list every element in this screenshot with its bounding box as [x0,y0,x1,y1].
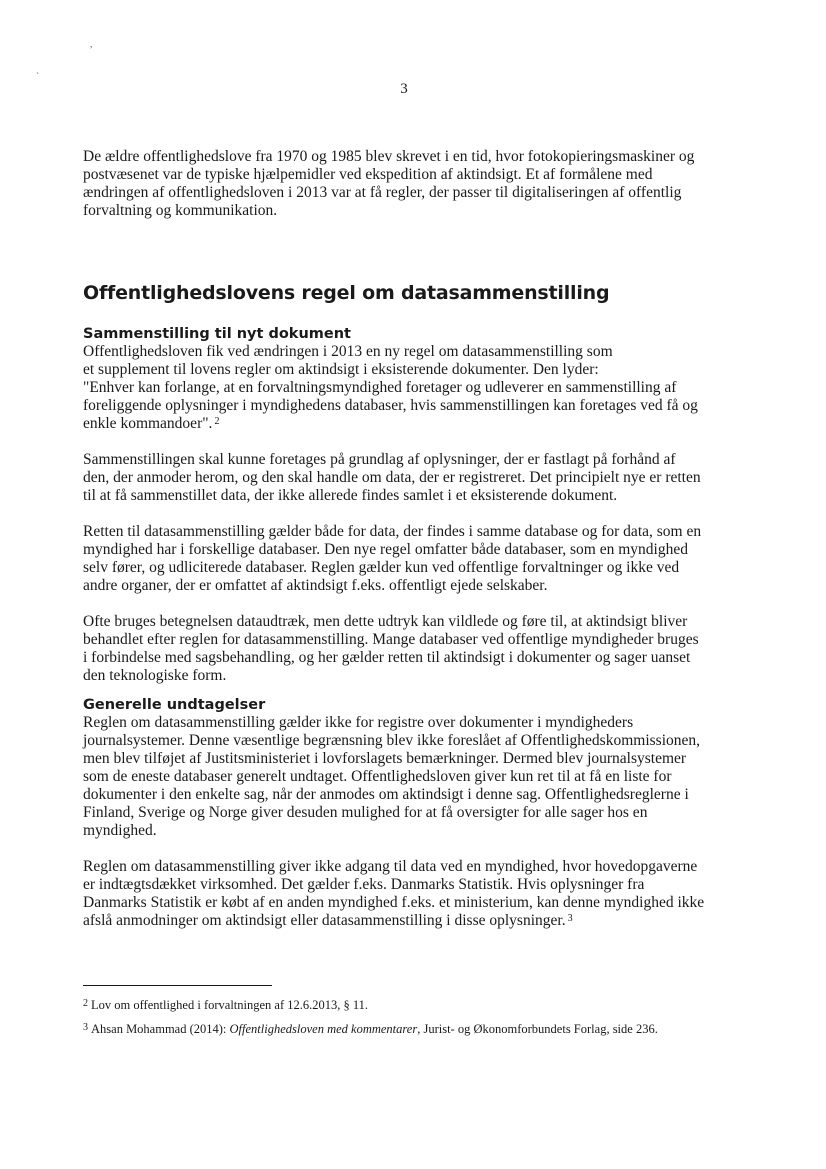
page-number: 3 [400,81,408,97]
text-line: Offentlighedsloven fik ved ændringen i 2013 en ny regel om datasammenstilling som [83,343,613,360]
paragraph [83,523,723,595]
subsection-heading: Generelle undtagelser [83,697,266,713]
text-line: De ældre offentlighedslove fra 1970 og 1985 blev skrevet i en tid, hvor fotokopieringsmaskiner og [83,148,695,165]
paragraph [83,613,723,685]
paragraph [83,858,723,930]
text-line: forvaltning og kommunikation. [83,202,278,219]
footnotes [83,993,743,1041]
footnote-author: Ahsan Mohammad (2014): [91,1022,230,1036]
line-text: enkle kommandoer". [83,415,213,432]
scan-mark: , [90,39,93,49]
text-line: Ofte bruges betegnelsen dataudtræk, men dette udtryk kan vildlede og føre til, at aktindsigt bliver [83,613,688,630]
text-line: et supplement til lovens regler om aktindsigt i eksisterende dokumenter. Den lyder: [83,361,599,378]
subsection-heading: Sammenstilling til nyt dokument [83,326,351,342]
footnote-number: 3 [83,1022,88,1033]
footnote [83,993,743,1017]
paragraph [83,451,723,505]
text-line: den, der anmoder herom, og den skal handle om data, der er registreret. Det principielt nye er retten [83,469,701,486]
text-line [83,912,723,930]
footnote-ref[interactable]: 3 [567,913,573,924]
text-line: Reglen om datasammenstilling gælder ikke for registre over dokumenter i myndigheders [83,714,634,731]
line-text: afslå anmodninger om aktindsigt eller datasammenstilling i disse oplysninger. [83,912,566,929]
footnote [83,1017,743,1041]
text-line: Finland, Sverige og Norge giver desuden mulighed for at få oversigter for alle sager hos en [83,804,648,821]
body-text [83,148,723,930]
text-line: i forbindelse med sagsbehandling, og her gælder retten til aktindsigt i dokumenter og sager uanset [83,649,691,666]
text-line: andre organer, der er omfattet af aktindsigt f.eks. offentligt ejede selskaber. [83,577,548,594]
text-line: men blev tilføjet af Justitsministeriet i lovforslagets bemærkninger. Dermed blev journalsystemer [83,750,687,767]
footnote-number: 2 [83,998,88,1009]
text-line: journalsystemer. Denne væsentlige begrænsning blev ikke foreslået af Offentlighedskommissionen, [83,732,701,749]
footnote-text: Lov om offentlighed i forvaltningen af 12.6.2013, § 11. [91,998,369,1012]
text-line: Danmarks Statistik er købt af en anden myndighed f.eks. et ministerium, kan denne myndighed ikke [83,894,705,911]
text-line: som de eneste databaser generelt undtaget. Offentlighedsloven giver kun ret til at få en liste for [83,768,672,785]
footnote-publisher: , Jurist- og Økonomforbundets Forlag, side 236. [417,1022,658,1036]
text-line: den teknologiske form. [83,667,227,684]
text-line: selv fører, og udliciterede databaser. Reglen gælder kun ved offentlige forvaltninger og ikke ved [83,559,680,576]
text-line: til at få sammenstillet data, der ikke allerede findes samlet i et eksisterende dokument. [83,487,618,504]
text-line: postvæsenet var de typiske hjælpemidler ved ekspedition af aktindsigt. Et af formålene med [83,166,653,183]
paragraph [83,343,723,433]
text-line: myndighed har i forskellige databaser. Den nye regel omfatter både databaser, som en myndighed [83,541,688,558]
text-line: er indtægtsdækket virksomhed. Det gælder f.eks. Danmarks Statistik. Hvis oplysninger fra [83,876,645,893]
intro-paragraph [83,148,723,220]
text-line: Retten til datasammenstilling gælder både for data, der findes i samme database og for data, som en [83,523,702,540]
text-line [83,415,723,433]
text-line: "Enhver kan forlange, at en forvaltningsmyndighed foretager og udleverer en sammenstilling af [83,379,677,396]
text-line: foreliggende oplysninger i myndighedens databaser, hvis sammenstillingen kan foretages ved få og [83,397,698,414]
paragraph [83,714,723,840]
footnote-separator [83,985,272,986]
text-line: ændringen af offentlighedsloven i 2013 var at få regler, der passer til digitaliseringen af offentlig [83,184,682,201]
footnote-book-title: Offentlighedsloven med kommentarer [229,1022,418,1036]
footnote-ref[interactable]: 2 [214,416,220,427]
text-line: behandlet efter reglen for datasammenstilling. Mange databaser ved offentlige myndigheder bruges [83,631,699,648]
text-line: Sammenstillingen skal kunne foretages på grundlag af oplysninger, der er fastlagt på forhånd af [83,451,676,468]
scan-mark: ` [36,71,39,81]
text-line: dokumenter i den enkelte sag, når der anmodes om aktindsigt i denne sag. Offentlighedsreglerne i [83,786,689,803]
text-line: Reglen om datasammenstilling giver ikke adgang til data ved en myndighed, hvor hovedopgaverne [83,858,698,875]
section-heading: Offentlighedslovens regel om datasammenstilling [83,282,610,304]
text-line: myndighed. [83,822,157,839]
